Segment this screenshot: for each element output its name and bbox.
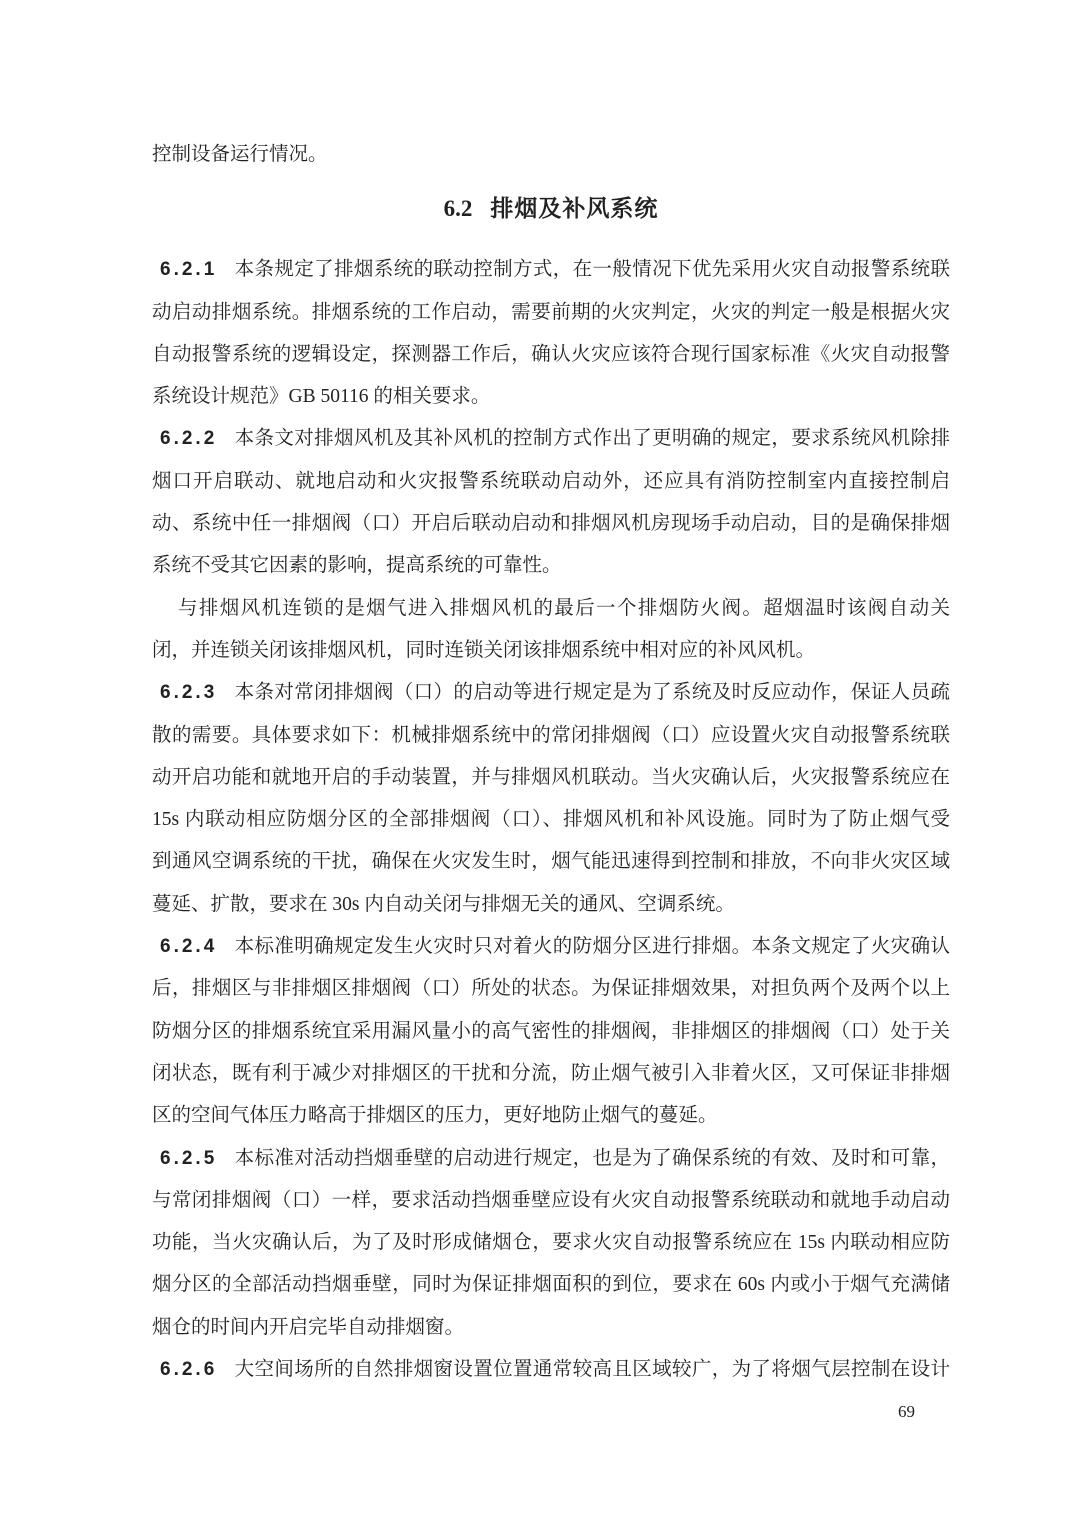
text-line: 烟分区的全部活动挡烟垂壁，同时为保证排烟面积的到位，要求在 60s 内或小于烟气充满储 (152, 1274, 950, 1296)
paragraphs-container (152, 249, 950, 1391)
paragraph (152, 418, 950, 587)
text-line: 动开启功能和就地开启的手动装置，并与排烟风机联动。当火灾确认后，火灾报警系统应在 (152, 766, 950, 788)
heading-title: 排烟及补风系统 (490, 196, 659, 222)
section-first-line-text: 本标准明确规定发生火灾时只对着火的防烟分区进行排烟。本条文规定了火灾确认 (234, 936, 950, 958)
text-line: 动启动排烟系统。排烟系统的工作启动，需要前期的火灾判定，火灾的判定一般是根据火灾 (152, 301, 950, 323)
section-number: 6.2.5 (160, 1147, 218, 1169)
section-heading (152, 193, 950, 225)
text-line: 散的需要。具体要求如下：机械排烟系统中的常闭排烟阀（口）应设置火灾自动报警系统联 (152, 724, 950, 746)
section-number: 6.2.3 (160, 682, 218, 704)
heading-number: 6.2 (443, 196, 473, 222)
text-line (152, 418, 950, 460)
text-line: 系统设计规范》GB 50116 的相关要求。 (152, 386, 491, 408)
text-line: 到通风空调系统的干扰，确保在火灾发生时，烟气能迅速得到控制和排放，不向非火灾区域 (152, 851, 950, 873)
text-line: 自动报警系统的逻辑设定，探测器工作后，确认火灾应该符合现行国家标准《火灾自动报警 (152, 343, 950, 365)
intro-line: 控制设备运行情况。 (152, 144, 328, 165)
text-line: 与常闭排烟阀（口）一样，要求活动挡烟垂壁应设有火灾自动报警系统联动和就地手动启动 (152, 1189, 950, 1211)
text-line: 系统不受其它因素的影响，提高系统的可靠性。 (152, 555, 562, 577)
text-line: 蔓延、扩散，要求在 30s 内自动关闭与排烟无关的通风、空调系统。 (152, 893, 735, 915)
text-line: 闭状态，既有利于减少对排烟区的干扰和分流，防止烟气被引入非着火区，又可保证非排烟 (152, 1062, 950, 1084)
text-line: 烟仓的时间内开启完毕自动排烟窗。 (152, 1316, 465, 1338)
paragraph (152, 1138, 950, 1349)
section-number: 6.2.1 (160, 259, 218, 281)
text-line: 动、系统中任一排烟阀（口）开启后联动启动和排烟风机房现场手动启动，目的是确保排烟 (152, 513, 950, 535)
paragraph (152, 1349, 950, 1391)
page-number: 69 (898, 1402, 915, 1422)
section-first-line-text: 本标准对活动挡烟垂壁的启动进行规定，也是为了确保系统的有效、及时和可靠， (234, 1147, 950, 1169)
paragraph (152, 588, 950, 673)
paragraph (152, 249, 950, 418)
paragraph (152, 672, 950, 926)
section-number: 6.2.6 (160, 1359, 218, 1381)
text-line (152, 1138, 950, 1180)
section-first-line-text: 本条文对排烟风机及其补风机的控制方式作出了更明确的规定，要求系统风机除排 (234, 428, 950, 450)
section-first-line-text: 大空间场所的自然排烟窗设置位置通常较高且区域较广，为了将烟气层控制在设计 (234, 1359, 950, 1381)
section-number: 6.2.4 (160, 936, 218, 958)
text-line: 15s 内联动相应防烟分区的全部排烟阀（口）、排烟风机和补风设施。同时为了防止烟气受 (152, 809, 950, 831)
text-line (152, 249, 950, 291)
text-line: 与排烟风机连锁的是烟气进入排烟风机的最后一个排烟防火阀。超烟温时该阀自动关 (178, 597, 950, 619)
text-line (152, 1349, 950, 1391)
text-line: 后，排烟区与非排烟区排烟阀（口）所处的状态。为保证排烟效果，对担负两个及两个以上 (152, 978, 950, 1000)
text-line: 闭，并连锁关闭该排烟风机，同时连锁关闭该排烟系统中相对应的补风风机。 (152, 639, 816, 661)
text-line: 区的空间气体压力略高于排烟区的压力，更好地防止烟气的蔓延。 (152, 1105, 718, 1127)
section-number: 6.2.2 (160, 428, 218, 450)
text-line: 功能，当火灾确认后，为了及时形成储烟仓，要求火灾自动报警系统应在 15s 内联动相应防 (152, 1232, 950, 1254)
text-line (152, 672, 950, 714)
page-content (0, 134, 1080, 1422)
section-first-line-text: 本条对常闭排烟阀（口）的启动等进行规定是为了系统及时反应动作，保证人员疏 (234, 682, 950, 704)
text-line: 烟口开启联动、就地启动和火灾报警系统联动启动外，还应具有消防控制室内直接控制启 (152, 470, 950, 492)
section-first-line-text: 本条规定了排烟系统的联动控制方式，在一般情况下优先采用火灾自动报警系统联 (234, 259, 950, 281)
paragraph (152, 926, 950, 1137)
text-line: 防烟分区的排烟系统宜采用漏风量小的高气密性的排烟阀，非排烟区的排烟阀（口）处于关 (152, 1020, 950, 1042)
text-line (152, 926, 950, 968)
